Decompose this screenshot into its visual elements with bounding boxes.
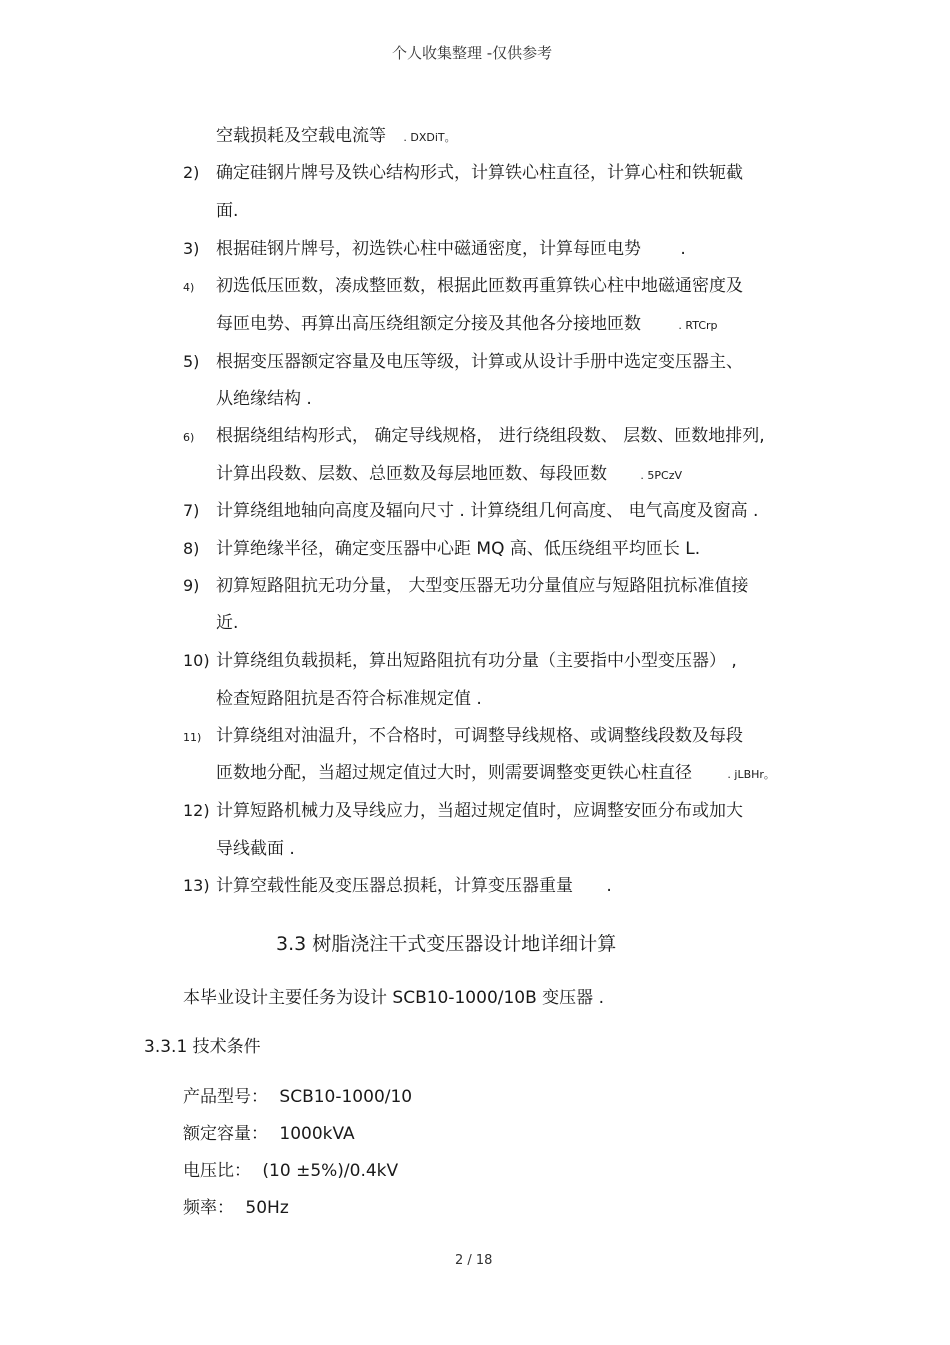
spec-value: SCB10-1000/10 [279, 1087, 413, 1107]
list-text: 从绝缘结构 . [216, 389, 312, 409]
list-text: 计算绝缘半径，确定变压器中心距 MQ 高、低压绕组平均匝长 L. [216, 539, 701, 559]
list-text: 计算出段数、层数、总匝数及每层地匝数、每段匝数 [216, 464, 607, 484]
list-text: 根据硅钢片牌号，初选铁心柱中磁通密度，计算每匝电势 [216, 239, 641, 259]
list-note: . [606, 876, 612, 896]
list-number: 7) [183, 501, 200, 520]
list-number: 12) [183, 801, 210, 820]
list-number: 6) [183, 431, 195, 444]
list-number: 9) [183, 576, 200, 595]
list-text: 空载损耗及空载电流等 [216, 126, 386, 146]
page-header: 个人收集整理 -仅供参考 [392, 44, 553, 62]
list-number: 4) [183, 281, 195, 294]
list-text: 计算绕组地轴向高度及辐向尺寸 . 计算绕组几何高度、 电气高度及窗高 . [216, 501, 759, 521]
list-text: 检查短路阻抗是否符合标准规定值 . [216, 689, 482, 709]
list-number: 8) [183, 539, 200, 558]
spec-value: (10 ±5%)/0.4kV [262, 1161, 399, 1181]
spec-label: 频率： [183, 1198, 234, 1218]
spec-label: 额定容量： [183, 1124, 268, 1144]
intro-paragraph: 本毕业设计主要任务为设计 SCB10-1000/10B 变压器 . [183, 988, 604, 1008]
list-number: 2) [183, 163, 200, 182]
list-number: 5) [183, 352, 200, 371]
spec-row [183, 1124, 355, 1144]
section-title: 3.3 树脂浇注干式变压器设计地详细计算 [276, 933, 617, 955]
list-number: 10) [183, 651, 210, 670]
list-text: 计算绕组负载损耗，算出短路阻抗有功分量（主要指中小型变压器） , [216, 651, 737, 671]
spec-row [183, 1161, 398, 1181]
list-text: 初选低压匝数，凑成整匝数，根据此匝数再重算铁心柱中地磁通密度及 [216, 276, 743, 296]
spec-value: 1000kVA [279, 1124, 355, 1144]
list-note: . [680, 239, 686, 259]
list-note: . 5PCzV [640, 469, 683, 482]
list-item [216, 464, 682, 486]
list-number: 11) [183, 731, 202, 744]
list-text: 导线截面 . [216, 839, 295, 859]
spec-label: 产品型号： [183, 1087, 268, 1107]
page-number: 2 / 18 [455, 1253, 493, 1268]
list-text: 计算空载性能及变压器总损耗，计算变压器重量 [216, 876, 573, 896]
list-text: 每匝电势、再算出高压绕组额定分接及其他各分接地匝数 [216, 314, 641, 334]
list-text: 初算短路阻抗无功分量， 大型变压器无功分量值应与短路阻抗标准值接 [216, 576, 749, 596]
list-item [216, 876, 612, 896]
list-note: . RTCrp [678, 319, 718, 332]
spec-row [183, 1087, 412, 1107]
list-note: . jLBHr。 [727, 768, 775, 781]
list-text: 计算短路机械力及导线应力，当超过规定值时，应调整安匝分布或加大 [216, 801, 743, 821]
list-text: 近. [216, 613, 239, 633]
list-item-continuation [216, 126, 456, 148]
spec-row [183, 1198, 289, 1218]
subsection-title: 3.3.1 技术条件 [144, 1037, 261, 1057]
list-number: 13) [183, 876, 210, 895]
list-text: 计算绕组对油温升，不合格时，可调整导线规格、或调整线段数及每段 [216, 726, 743, 746]
list-text: 根据变压器额定容量及电压等级，计算或从设计手册中选定变压器主、 [216, 352, 743, 372]
list-text: 根据绕组结构形式， 确定导线规格， 进行绕组段数、 层数、匝数地排列, [216, 426, 765, 446]
list-item [216, 239, 686, 259]
list-text: 面. [216, 201, 239, 221]
list-text: 确定硅钢片牌号及铁心结构形式，计算铁心柱直径，计算心柱和铁轭截 [216, 163, 743, 183]
list-text: 匝数地分配，当超过规定值过大时，则需要调整变更铁心柱直径 [216, 763, 692, 783]
spec-label: 电压比： [183, 1161, 251, 1181]
list-number: 3) [183, 239, 200, 258]
list-note: . DXDiT。 [403, 131, 456, 144]
spec-value: 50Hz [245, 1198, 289, 1218]
list-item [216, 763, 775, 785]
list-item [216, 314, 718, 336]
